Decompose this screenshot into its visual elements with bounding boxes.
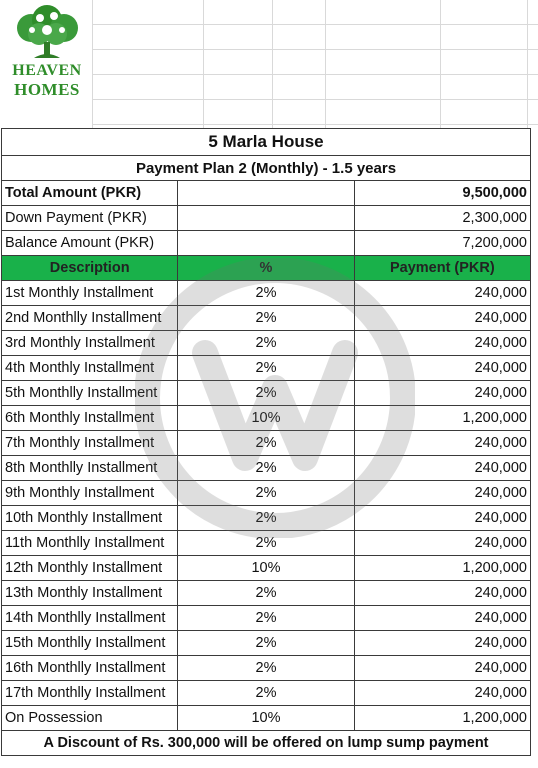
table-row <box>2 581 531 606</box>
table-row <box>2 356 531 381</box>
column-header-row <box>2 256 531 281</box>
discount-row <box>2 731 531 756</box>
percent-header: % <box>178 256 354 281</box>
summary-row-balance <box>2 231 531 256</box>
row-percent: 2% <box>178 281 354 306</box>
row-amount: 240,000 <box>354 656 530 681</box>
row-description: 8th Monthlly Installment <box>2 456 178 481</box>
row-amount: 240,000 <box>354 356 530 381</box>
row-amount: 1,200,000 <box>354 556 530 581</box>
row-percent: 2% <box>178 481 354 506</box>
table-row <box>2 556 531 581</box>
discount-note: A Discount of Rs. 300,000 will be offered on lump sump payment <box>2 731 531 756</box>
row-description: 3rd Monthly Installment <box>2 331 178 356</box>
row-amount: 240,000 <box>354 581 530 606</box>
table-row <box>2 481 531 506</box>
payment-header: Payment (PKR) <box>354 256 530 281</box>
row-amount: 240,000 <box>354 531 530 556</box>
summary-label: Total Amount (PKR) <box>2 181 178 206</box>
row-amount: 1,200,000 <box>354 406 530 431</box>
heaven-homes-logo <box>4 4 90 108</box>
row-amount: 240,000 <box>354 431 530 456</box>
table-row <box>2 681 531 706</box>
row-percent: 10% <box>178 406 354 431</box>
summary-label: Down Payment (PKR) <box>2 206 178 231</box>
table-row <box>2 331 531 356</box>
row-percent: 2% <box>178 306 354 331</box>
summary-value: 7,200,000 <box>354 231 530 256</box>
row-amount: 1,200,000 <box>354 706 530 731</box>
row-amount: 240,000 <box>354 381 530 406</box>
table-row <box>2 456 531 481</box>
summary-label: Balance Amount (PKR) <box>2 231 178 256</box>
row-description: 9th Monthly Installment <box>2 481 178 506</box>
row-description: 10th Monthly Installment <box>2 506 178 531</box>
row-percent: 2% <box>178 606 354 631</box>
page-title: 5 Marla House <box>2 129 531 156</box>
row-description: 1st Monthly Installment <box>2 281 178 306</box>
table-row <box>2 656 531 681</box>
row-description: 7th Monthly Installment <box>2 431 178 456</box>
description-header: Description <box>2 256 178 281</box>
row-description: 12th Monthly Installment <box>2 556 178 581</box>
row-description: 17th Monthlly Installment <box>2 681 178 706</box>
table-row <box>2 631 531 656</box>
row-amount: 240,000 <box>354 681 530 706</box>
row-percent: 2% <box>178 381 354 406</box>
row-amount: 240,000 <box>354 281 530 306</box>
summary-row-down-payment <box>2 206 531 231</box>
row-amount: 240,000 <box>354 631 530 656</box>
row-percent: 2% <box>178 356 354 381</box>
summary-value: 9,500,000 <box>354 181 530 206</box>
row-description: 2nd Monthlly Installment <box>2 306 178 331</box>
logo-line-1: HEAVEN <box>12 62 82 79</box>
row-percent: 2% <box>178 531 354 556</box>
row-amount: 240,000 <box>354 456 530 481</box>
row-amount: 240,000 <box>354 606 530 631</box>
table-row <box>2 706 531 731</box>
row-percent: 2% <box>178 331 354 356</box>
row-percent: 2% <box>178 631 354 656</box>
row-description: 4th Monthly Installment <box>2 356 178 381</box>
row-percent: 2% <box>178 431 354 456</box>
row-amount: 240,000 <box>354 506 530 531</box>
payment-plan-table <box>1 128 531 756</box>
row-percent: 2% <box>178 656 354 681</box>
table-row <box>2 406 531 431</box>
row-amount: 240,000 <box>354 306 530 331</box>
tree-icon <box>4 4 90 64</box>
table-row <box>2 506 531 531</box>
row-description: 6th Monthly Installment <box>2 406 178 431</box>
row-amount: 240,000 <box>354 481 530 506</box>
row-percent: 2% <box>178 456 354 481</box>
row-percent: 10% <box>178 556 354 581</box>
row-description: 13th Monthly Installment <box>2 581 178 606</box>
row-percent: 10% <box>178 706 354 731</box>
table-row <box>2 606 531 631</box>
table-row <box>2 381 531 406</box>
row-description: 14th Monthlly Installment <box>2 606 178 631</box>
plan-subtitle: Payment Plan 2 (Monthly) - 1.5 years <box>2 156 531 181</box>
row-description: 11th Monthlly Installment <box>2 531 178 556</box>
summary-value: 2,300,000 <box>354 206 530 231</box>
row-percent: 2% <box>178 581 354 606</box>
table-row <box>2 281 531 306</box>
payment-plan-sheet <box>0 128 538 756</box>
table-row <box>2 431 531 456</box>
row-description: On Possession <box>2 706 178 731</box>
plan-row <box>2 156 531 181</box>
row-percent: 2% <box>178 506 354 531</box>
row-description: 5th Monthlly Installment <box>2 381 178 406</box>
table-row <box>2 531 531 556</box>
row-description: 16th Monthlly Installment <box>2 656 178 681</box>
row-amount: 240,000 <box>354 331 530 356</box>
row-percent: 2% <box>178 681 354 706</box>
logo-line-2: HOMES <box>14 80 80 99</box>
row-description: 15th Monthlly Installment <box>2 631 178 656</box>
title-row <box>2 129 531 156</box>
table-row <box>2 306 531 331</box>
summary-row-total <box>2 181 531 206</box>
